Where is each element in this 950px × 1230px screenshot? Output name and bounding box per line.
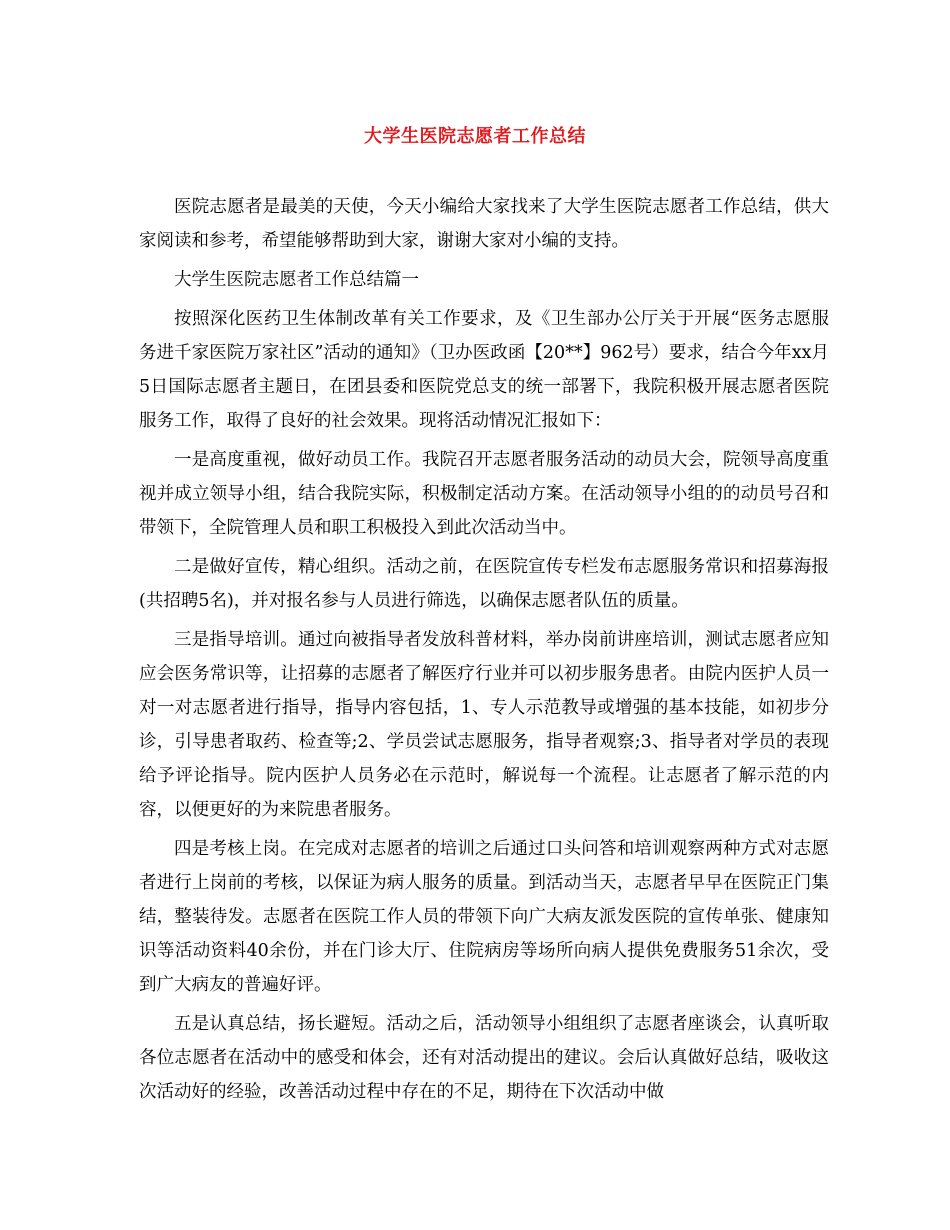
section-heading: 大学生医院志愿者工作总结篇一 [174,270,419,290]
body-paragraph: 三是指导培训。通过向被指导者发放科普材料，举办岗前讲座培训，测试志愿者应知应会医务常识等，让招募的志愿者了解医疗行业并可以初步服务患者。由院内医护人员一对一对志愿者进行指导，指导内容包括，1、专人示范教导或增强的基本技能，如初步分诊，引导患者取药、检查等;2、学员尝试志愿服务，指导者观察;3、指导者对学员的表现给予评论指导。院内医护人员务必在示范时，解说每一个流程。让志愿者了解示范的内容，以便更好的为来院患者服务。 [139,630,829,820]
body-paragraph: 二是做好宣传，精心组织。活动之前，在医院宣传专栏发布志愿服务常识和招募海报(共招聘5名)，并对报名参与人员进行筛选，以确保志愿者队伍的质量。 [139,557,829,611]
body-paragraph: 四是考核上岗。在完成对志愿者的培训之后通过口头问答和培训观察两种方式对志愿者进行上岗前的考核，以保证为病人服务的质量。到活动当天，志愿者早早在医院正门集结，整装待发。志愿者在医院工作人员的带领下向广大病友派发医院的宣传单张、健康知识等活动资料40余份，并在门诊大厅、住院病房等场所向病人提供免费服务51余次，受到广大病友的普遍好评。 [139,839,829,995]
document-body [139,190,829,1114]
body-paragraph: 一是高度重视，做好动员工作。我院召开志愿者服务活动的动员大会，院领导高度重视并成立领导小组，结合我院实际，积极制定活动方案。在活动领导小组的的动员号召和带领下，全院管理人员和职工积极投入到此次活动当中。 [139,450,829,538]
intro-paragraph: 医院志愿者是最美的天使，今天小编给大家找来了大学生医院志愿者工作总结，供大家阅读和参考，希望能够帮助到大家，谢谢大家对小编的支持。 [139,197,829,251]
body-paragraph: 按照深化医药卫生体制改革有关工作要求，及《卫生部办公厅关于开展“医务志愿服务进千家医院万家社区”活动的通知》（卫办医政函【20**】962号）要求，结合今年xx月5日国际志愿者主题日，在团县委和医院党总支的统一部署下，我院积极开展志愿者医院服务工作，取得了良好的社会效果。现将活动情况汇报如下： [139,309,829,431]
body-paragraph: 五是认真总结，扬长避短。活动之后，活动领导小组组织了志愿者座谈会，认真听取各位志愿者在活动中的感受和体会，还有对活动提出的建议。会后认真做好总结，吸收这次活动好的经验，改善活动过程中存在的不足，期待在下次活动中做 [139,1014,829,1102]
document-title: 大学生医院志愿者工作总结 [364,126,586,147]
